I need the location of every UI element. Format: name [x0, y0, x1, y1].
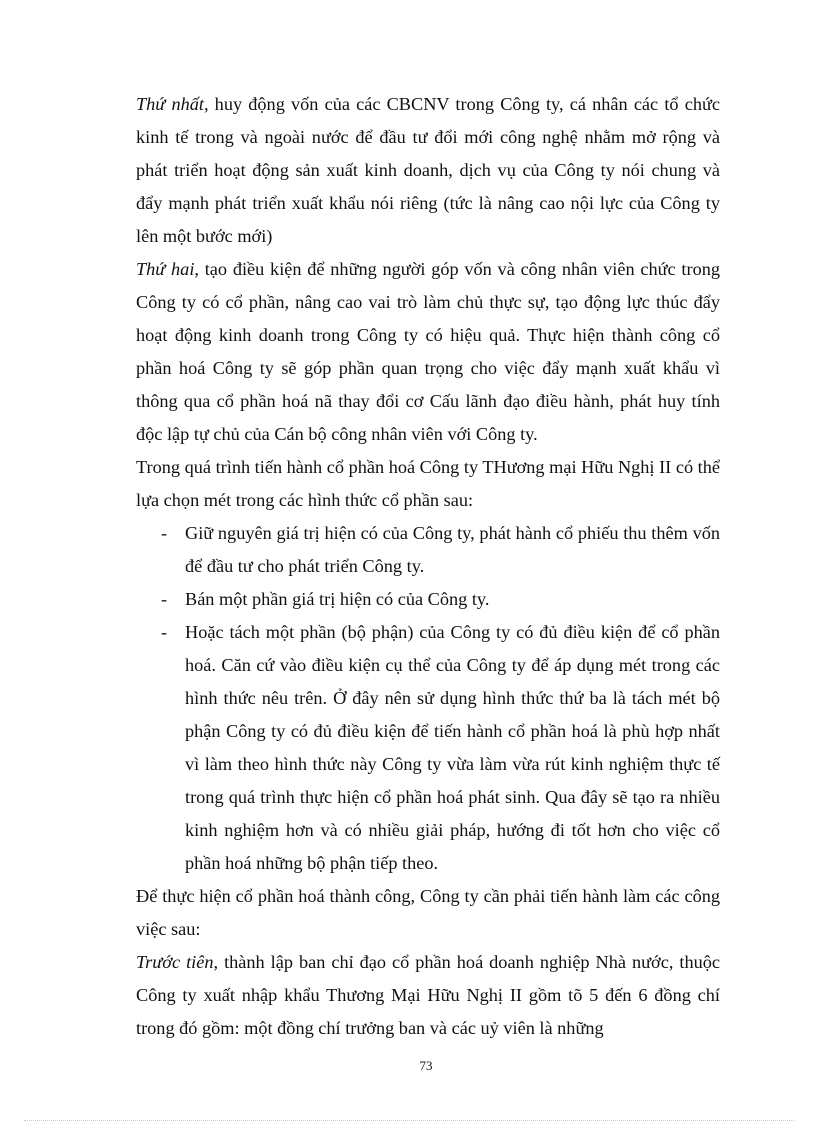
- list-item: [136, 583, 720, 616]
- list-item-text: Bán một phần giá trị hiện có của Công ty.: [185, 589, 490, 609]
- bullet-dash: -: [161, 622, 168, 642]
- document-page: [136, 88, 720, 1045]
- bullet-dash: -: [161, 523, 168, 543]
- paragraph-thu-nhat: [136, 88, 720, 253]
- list-item-text: Hoặc tách một phần (bộ phận) của Công ty có đủ điều kiện để cổ phần hoá. Căn cứ vào điều kiện cụ thể của Công ty để áp dụng mét trong các hình thức nêu trên. Ở đây nên sử dụng hình thức thứ ba là tách mét bộ phận Công ty có đủ điều kiện để tiến hành cổ phần hoá là phù hợp nhất vì làm theo hình thức này Công ty vừa làm vừa rút kinh nghiệm thực tế trong quá trình thực hiện cổ phần hoá phát sinh. Qua đây sẽ tạo ra nhiều kinh nghiệm hơn và có nhiều giải pháp, hướng đi tốt hơn cho việc cổ phần hoá những bộ phận tiếp theo.: [185, 622, 720, 873]
- list-item: [136, 616, 720, 880]
- paragraph-steps-intro: [136, 880, 720, 946]
- paragraph-thu-hai: [136, 253, 720, 451]
- options-list: [136, 517, 720, 880]
- page-number: 73: [419, 1058, 433, 1073]
- paragraph-truoc-tien: [136, 946, 720, 1045]
- page-bottom-border: [24, 1120, 794, 1121]
- paragraph-text: , thành lập ban chỉ đạo cổ phần hoá doanh nghiệp Nhà nước, thuộc Công ty xuất nhập khẩu Thương Mại Hữu Nghị II gồm tõ 5 đến 6 đồng chí trong đó gồm: một đồng chí trưởng ban và các uỷ viên là những: [136, 952, 720, 1038]
- paragraph-lead: Trước tiên: [136, 952, 214, 972]
- list-item-text: Giữ nguyên giá trị hiện có của Công ty, phát hành cổ phiếu thu thêm vốn để đầu tư cho phát triển Công ty.: [185, 523, 720, 576]
- list-item: [136, 517, 720, 583]
- paragraph-text: , huy động vốn của các CBCNV trong Công ty, cá nhân các tổ chức kinh tế trong và ngoài nước để đầu tư đổi mới công nghệ nhằm mở rộng và phát triển hoạt động sản xuất kinh doanh, dịch vụ của Công ty nói chung và đẩy mạnh phát triển xuất khẩu nói riêng (tức là nâng cao nội lực của Công ty lên một bước mới): [136, 94, 720, 246]
- paragraph-text: Để thực hiện cổ phần hoá thành công, Công ty cần phải tiến hành làm các công việc sau:: [136, 886, 720, 939]
- paragraph-text: , tạo điều kiện để những người góp vốn và công nhân viên chức trong Công ty có cổ phần, nâng cao vai trò làm chủ thực sự, tạo động lực thúc đẩy hoạt động kinh doanh trong Công ty có hiệu quả. Thực hiện thành công cổ phần hoá Công ty sẽ góp phần quan trọng cho việc đẩy mạnh xuất khẩu vì thông qua cổ phần hoá nã thay đổi cơ Cấu lãnh đạo điều hành, phát huy tính độc lập tự chủ của Cán bộ công nhân viên với Công ty.: [136, 259, 720, 444]
- paragraph-intro-options: [136, 451, 720, 517]
- paragraph-text: Trong quá trình tiến hành cổ phần hoá Công ty THương mại Hữu Nghị II có thể lựa chọn mét trong các hình thức cổ phần sau:: [136, 457, 720, 510]
- paragraph-lead: Thứ hai: [136, 259, 195, 279]
- bullet-dash: -: [161, 589, 168, 609]
- paragraph-lead: Thứ nhất: [136, 94, 204, 114]
